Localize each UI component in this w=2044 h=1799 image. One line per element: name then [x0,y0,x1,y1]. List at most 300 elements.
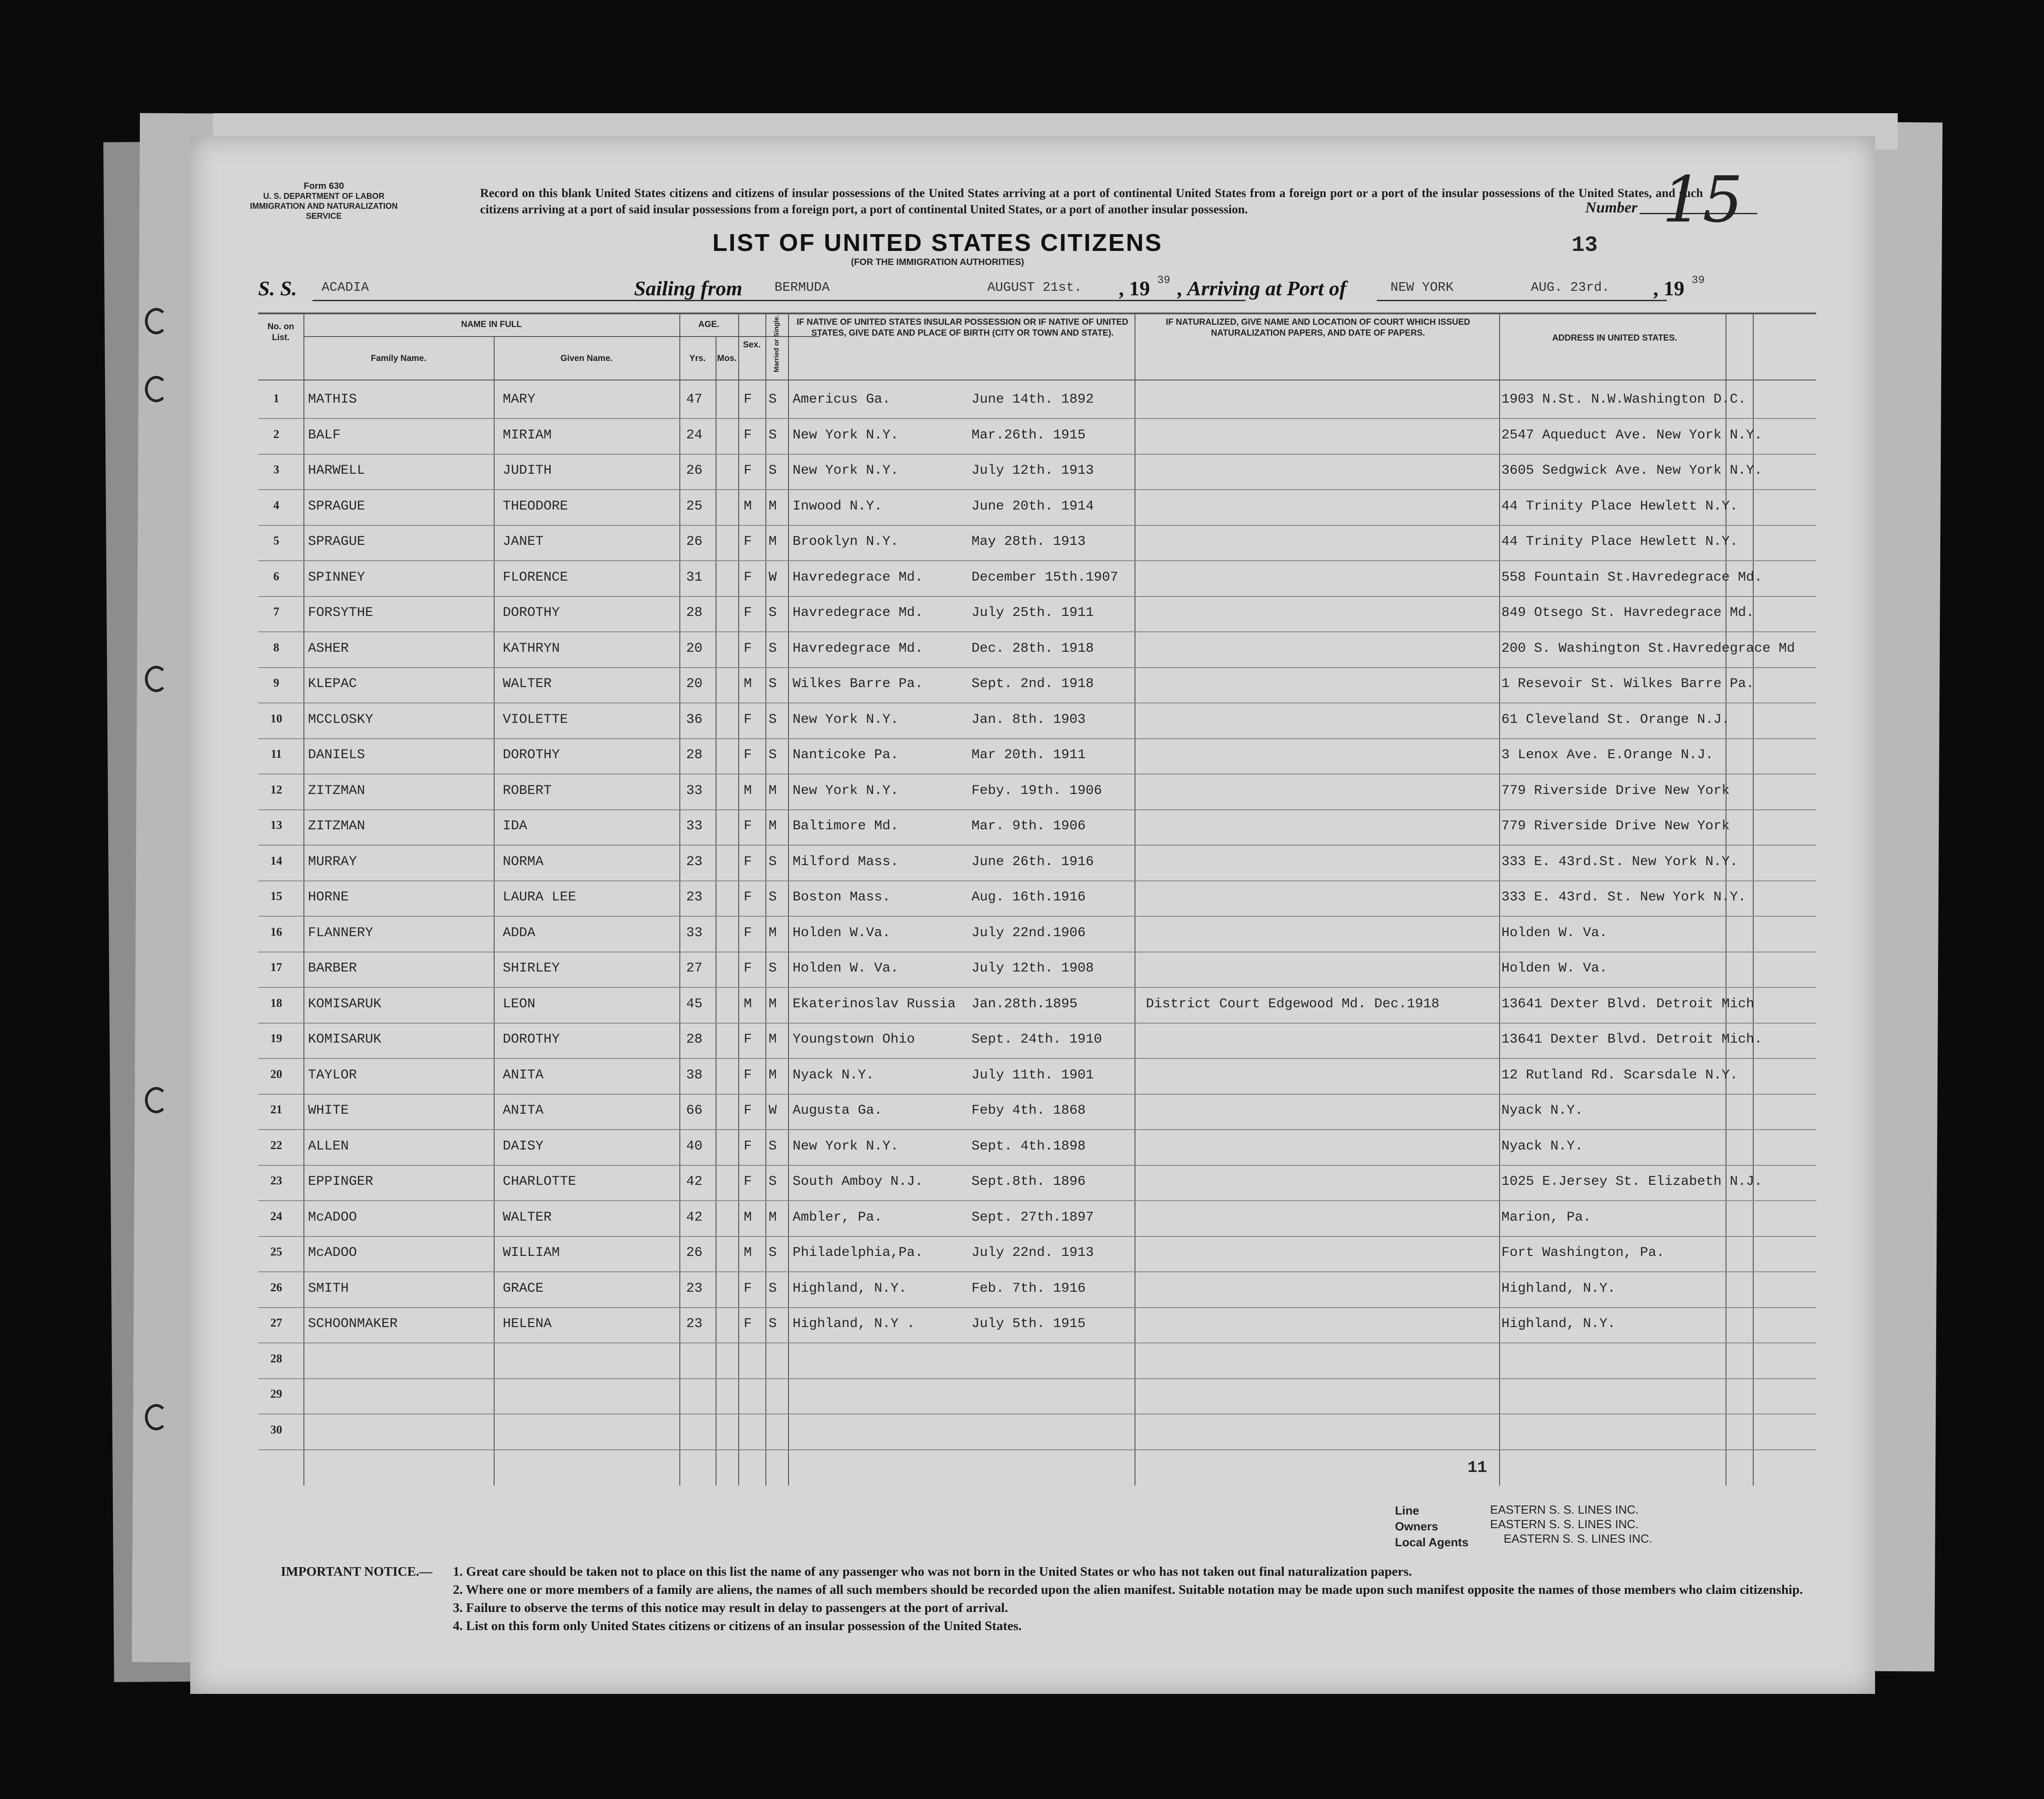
cell-given: CHARLOTTE [503,1174,577,1189]
cell-place: Holden W.Va. [793,925,891,941]
notice-item: 1. Great care should be taken not to place on this list the name of any passenger who was not born in the United States or who has not taken out final naturalization papers. [453,1564,1412,1579]
cell-given: DOROTHY [503,747,560,763]
cell-place: Americus Ga. [793,392,891,407]
cell-ms: S [769,427,777,443]
cell-age: 28 [686,605,703,621]
cell-family: SMITH [308,1280,349,1296]
cell-ms: S [769,961,777,976]
cell-family: SPINNEY [308,569,366,585]
cell-place: Havredegrace Md. [793,640,923,656]
important-notice [281,1563,1821,1635]
cell-age: 40 [686,1138,703,1154]
cell-no: 17 [270,961,282,974]
cell-given: LAURA LEE [503,890,577,905]
header-sex: Sex. [743,340,761,350]
cell-place: Havredegrace Md. [793,569,923,585]
cell-age: 28 [686,747,703,763]
page-title: LIST OF UNITED STATES CITIZENS [712,229,1163,256]
cell-no: 6 [273,569,279,583]
header-age: AGE. [698,320,720,329]
header-name-in-full: NAME IN FULL [461,320,522,329]
cell-sex: F [744,463,752,478]
row-rule [258,596,1816,597]
cell-ms: S [769,890,777,905]
ship-underline [313,300,779,301]
row-rule [258,1378,1816,1379]
header-mos: Mos. [717,354,737,363]
page-total: 11 [1467,1458,1487,1477]
cell-ms: M [769,498,777,514]
cell-no: 11 [270,747,282,760]
cell-place: Milford Mass. [793,854,899,870]
cell-ms: S [769,640,777,656]
cell-family: BARBER [308,961,357,976]
cell-no: 28 [270,1352,282,1365]
cell-place: Philadelphia,Pa. [793,1245,923,1260]
cell-place: Highland, N.Y. [793,1280,907,1296]
cell-age: 33 [686,783,703,798]
table-rows [258,313,1816,1486]
cell-date: July 12th. 1908 [972,961,1094,976]
cell-age: 38 [686,1067,703,1083]
notice-item: 3. Failure to observe the terms of this notice may result in delay to passengers at the port of arrival. [453,1601,1008,1615]
cell-given: FLORENCE [503,569,568,585]
cell-sex: M [744,783,752,798]
row-rule [258,738,1816,739]
cell-age: 27 [686,961,703,976]
year-prefix-1: , 19 [1119,277,1150,300]
row-rule [258,1023,1816,1024]
cell-place: Havredegrace Md. [793,605,923,621]
row-rule [258,418,1816,419]
cell-ms: S [769,463,777,478]
cell-ms: S [769,1245,777,1260]
sailing-year: 39 [1157,274,1170,287]
cell-family: ALLEN [308,1138,349,1154]
cell-family: TAYLOR [308,1067,357,1083]
cell-no: 15 [270,890,282,903]
row-rule [258,560,1816,561]
cell-age: 47 [686,392,703,407]
cell-date: Dec. 28th. 1918 [972,640,1094,656]
cell-family: SPRAGUE [308,498,366,514]
cell-family: ASHER [308,640,349,656]
cell-family: KLEPAC [308,676,357,692]
cell-sex: F [744,854,752,870]
cell-place: New York N.Y. [793,1138,899,1154]
cell-sex: M [744,676,752,692]
binder-hole [145,376,168,402]
row-rule [258,1236,1816,1237]
header-married-single: Married or Single. [773,315,780,372]
cell-addr: 44 Trinity Place Hewlett N.Y. [1501,534,1738,549]
cell-age: 25 [686,498,703,514]
cell-addr: 1025 E.Jersey St. Elizabeth N.J. [1501,1174,1763,1189]
cell-age: 24 [686,427,703,443]
cell-given: HELENA [503,1316,552,1332]
cell-date: Mar 20th. 1911 [972,747,1086,763]
cell-age: 23 [686,854,703,870]
cell-sex: F [744,747,752,763]
cell-family: KOMISARUK [308,996,382,1012]
cell-given: ROBERT [503,783,552,798]
cell-sex: F [744,1032,752,1047]
binder-hole [145,1404,168,1430]
cell-given: DAISY [503,1138,544,1154]
cell-place: Boston Mass. [793,890,891,905]
header-family-name: Family Name. [370,354,427,363]
cell-date: May 28th. 1913 [972,534,1086,549]
cell-age: 23 [686,1280,703,1296]
cell-addr: 2547 Aqueduct Ave. New York N.Y. [1501,427,1763,443]
cell-date: Aug. 16th.1916 [972,890,1086,905]
cell-given: LEON [503,996,536,1012]
page-subtitle: (FOR THE IMMIGRATION AUTHORITIES) [851,257,1024,267]
cell-no: 30 [270,1423,282,1436]
cell-age: 33 [686,818,703,834]
cell-place: New York N.Y. [793,427,899,443]
notice-item: 4. List on this form only United States citizens or citizens of an insular possession of the United States. [453,1619,1022,1633]
cell-addr: Highland, N.Y. [1501,1280,1616,1296]
binder-hole [145,666,168,692]
cell-sex: F [744,925,752,941]
cell-date: Jan.28th.1895 [972,996,1078,1012]
cell-addr: 200 S. Washington St.Havredegrace Md [1501,640,1795,656]
cell-place: Youngstown Ohio [793,1032,915,1047]
cell-family: SPRAGUE [308,534,366,549]
cell-family: ZITZMAN [308,783,366,798]
cell-place: Holden W. Va. [793,961,899,976]
header-address: ADDRESS IN UNITED STATES. [1552,333,1677,343]
agents-label: Local Agents [1395,1535,1469,1549]
cell-addr: Holden W. Va. [1501,925,1608,941]
cell-no: 18 [270,996,282,1010]
row-rule [258,1165,1816,1166]
cell-age: 26 [686,534,703,549]
cell-date: Sept. 27th.1897 [972,1209,1094,1225]
cell-sex: F [744,640,752,656]
cell-no: 27 [270,1316,282,1329]
cell-given: DOROTHY [503,605,560,621]
cell-ms: S [769,392,777,407]
cell-no: 1 [273,392,279,405]
row-rule [258,1200,1816,1201]
cell-given: MARY [503,392,536,407]
cell-sex: F [744,961,752,976]
year-prefix-2: , 19 [1653,277,1684,300]
cell-date: Feby 4th. 1868 [972,1103,1086,1118]
cell-place: Nanticoke Pa. [793,747,899,763]
cell-no: 3 [273,463,279,476]
agents-value: EASTERN S. S. LINES INC. [1504,1532,1652,1545]
department: U. S. DEPARTMENT OF LABOR [263,192,385,201]
cell-ms: M [769,1209,777,1225]
cell-ms: M [769,996,777,1012]
arrival-port: NEW YORK [1390,280,1454,295]
cell-family: FORSYTHE [308,605,374,621]
cell-ms: W [769,1103,777,1118]
sailing-from: BERMUDA [774,280,830,295]
cell-sex: M [744,996,752,1012]
cell-addr: 1 Resevoir St. Wilkes Barre Pa. [1501,676,1755,692]
cell-sex: M [744,1245,752,1260]
arrival-year: 39 [1692,274,1705,287]
passenger-table [258,313,1816,1486]
row-rule [258,1449,1816,1450]
cell-no: 14 [270,854,282,867]
cell-sex: F [744,605,752,621]
ship-label: S. S. [258,277,297,300]
cell-sex: F [744,534,752,549]
row-rule [258,916,1816,917]
cell-place: New York N.Y. [793,463,899,478]
cell-given: ANITA [503,1103,544,1118]
cell-no: 22 [270,1138,282,1152]
row-rule [258,525,1816,526]
cell-ms: M [769,534,777,549]
row-rule [258,631,1816,632]
cell-date: July 25th. 1911 [972,605,1094,621]
cell-date: June 20th. 1914 [972,498,1094,514]
cell-addr: 558 Fountain St.Havredegrace Md. [1501,569,1763,585]
cell-addr: 849 Otsego St. Havredegrace Md. [1501,605,1755,621]
cell-date: July 12th. 1913 [972,463,1094,478]
row-rule [258,880,1816,881]
cell-age: 28 [686,1032,703,1047]
cell-ms: S [769,854,777,870]
cell-family: WHITE [308,1103,349,1118]
row-rule [258,702,1816,703]
cell-date: December 15th.1907 [972,569,1119,585]
cell-sex: F [744,1174,752,1189]
row-rule [258,667,1816,668]
cell-sex: F [744,427,752,443]
stamped-number: 13 [1572,233,1598,258]
cell-sex: M [744,498,752,514]
cell-ms: S [769,676,777,692]
cell-place: Highland, N.Y . [793,1316,915,1332]
cell-no: 29 [270,1387,282,1400]
cell-date: July 22nd.1906 [972,925,1086,941]
row-rule [258,489,1816,490]
cell-given: ADDA [503,925,536,941]
header-birth: IF NATIVE OF UNITED STATES INSULAR POSSESSION OR IF NATIVE OF UNITED STATES, GIVE DATE AND PLACE OF BIRTH (CITY OR TOWN AND STATE). [796,317,1129,338]
line-value: EASTERN S. S. LINES INC. [1490,1503,1639,1516]
cell-family: FLANNERY [308,925,374,941]
owners-label: Owners [1395,1520,1438,1533]
cell-addr: Nyack N.Y. [1501,1103,1583,1118]
cell-age: 31 [686,569,703,585]
cell-date: June 14th. 1892 [972,392,1094,407]
cell-sex: F [744,1280,752,1296]
cell-sex: F [744,712,752,727]
service: IMMIGRATION AND NATURALIZATION SERVICE [250,202,398,221]
cell-age: 26 [686,1245,703,1260]
row-rule [258,1342,1816,1343]
arrival-date: AUG. 23rd. [1531,280,1610,295]
cell-date: Sept. 2nd. 1918 [972,676,1094,692]
cell-addr: 779 Riverside Drive New York [1501,783,1730,798]
cell-no: 23 [270,1174,282,1187]
cell-no: 26 [270,1280,282,1294]
cell-place: Inwood N.Y. [793,498,883,514]
row-rule [258,1271,1816,1272]
row-rule [258,1094,1816,1095]
cell-date: June 26th. 1916 [972,854,1094,870]
cell-family: McADOO [308,1209,357,1225]
cell-addr: Holden W. Va. [1501,961,1608,976]
cell-family: MURRAY [308,854,357,870]
cell-no: 9 [273,676,279,689]
binder-hole [145,308,168,334]
notice-heading: IMPORTANT NOTICE.— [281,1564,433,1579]
row-rule [258,845,1816,846]
cell-given: GRACE [503,1280,544,1296]
cell-no: 4 [273,498,279,512]
cell-date: Feby. 19th. 1906 [972,783,1102,798]
cell-nat: District Court Edgewood Md. Dec.1918 [1146,996,1440,1012]
cell-ms: M [769,783,777,798]
cell-given: DOROTHY [503,1032,560,1047]
cell-place: New York N.Y. [793,712,899,727]
cell-place: Nyack N.Y. [793,1067,875,1083]
cell-date: July 11th. 1901 [972,1067,1094,1083]
cell-given: VIOLETTE [503,712,568,727]
cell-place: Baltimore Md. [793,818,899,834]
cell-age: 33 [686,925,703,941]
cell-sex: F [744,1138,752,1154]
cell-ms: S [769,1280,777,1296]
cell-sex: F [744,1316,752,1332]
notice-item: 2. Where one or more members of a family are aliens, the names of all such members should be recorded upon the alien manifest. Suitable notation may be made upon such manifest opposite the names of those members who claim citizenship. [453,1583,1803,1597]
cell-no: 19 [270,1032,282,1045]
cell-sex: F [744,818,752,834]
cell-date: Jan. 8th. 1903 [972,712,1086,727]
cell-date: Sept. 24th. 1910 [972,1032,1102,1047]
sailing-underline [770,300,1246,301]
cell-family: MATHIS [308,392,357,407]
cell-family: KOMISARUK [308,1032,382,1047]
cell-addr: 13641 Dexter Blvd. Detroit Mich [1501,996,1755,1012]
ship-name: ACADIA [322,280,369,295]
cell-family: SCHOONMAKER [308,1316,398,1332]
cell-family: HORNE [308,890,349,905]
cell-no: 10 [270,712,282,725]
cell-date: July 22nd. 1913 [972,1245,1094,1260]
cell-addr: 61 Cleveland St. Orange N.J. [1501,712,1730,727]
cell-no: 24 [270,1209,282,1223]
row-rule [258,1058,1816,1059]
cell-age: 42 [686,1209,703,1225]
sheet-number: 15 [1662,163,1743,237]
cell-given: ANITA [503,1067,544,1083]
cell-addr: Marion, Pa. [1501,1209,1592,1225]
cell-given: WALTER [503,1209,552,1225]
header-yrs: Yrs. [689,354,706,363]
cell-date: Feb. 7th. 1916 [972,1280,1086,1296]
cell-family: McADOO [308,1245,357,1260]
binder-hole [145,1087,168,1113]
cell-addr: 12 Rutland Rd. Scarsdale N.Y. [1501,1067,1738,1083]
header-no: No. on List. [267,322,294,342]
cell-place: Ambler, Pa. [793,1209,883,1225]
cell-addr: 333 E. 43rd. St. New York N.Y. [1501,890,1746,905]
cell-family: EPPINGER [308,1174,374,1189]
cell-given: KATHRYN [503,640,560,656]
cell-given: NORMA [503,854,544,870]
cell-date: Mar. 9th. 1906 [972,818,1086,834]
cell-addr: 333 E. 43rd.St. New York N.Y. [1501,854,1738,870]
cell-ms: M [769,925,777,941]
cell-ms: S [769,1138,777,1154]
cell-place: Wilkes Barre Pa. [793,676,923,692]
cell-given: SHIRLEY [503,961,560,976]
cell-no: 8 [273,640,279,654]
cell-given: WALTER [503,676,552,692]
cell-age: 36 [686,712,703,727]
cell-sex: F [744,569,752,585]
row-rule [258,987,1816,988]
cell-no: 2 [273,427,279,441]
sailing-label: Sailing from [634,277,743,300]
cell-ms: M [769,1067,777,1083]
sailing-date: AUGUST 21st. [987,280,1082,295]
cell-date: Sept.8th. 1896 [972,1174,1086,1189]
cell-ms: M [769,1032,777,1047]
cell-date: July 5th. 1915 [972,1316,1086,1332]
cell-age: 42 [686,1174,703,1189]
cell-place: South Amboy N.J. [793,1174,923,1189]
cell-age: 26 [686,463,703,478]
owners-value: EASTERN S. S. LINES INC. [1490,1517,1639,1531]
cell-given: JANET [503,534,544,549]
cell-given: THEODORE [503,498,568,514]
cell-family: ZITZMAN [308,818,366,834]
cell-no: 25 [270,1245,282,1258]
cell-age: 20 [686,676,703,692]
cell-addr: 13641 Dexter Blvd. Detroit Mich. [1501,1032,1763,1047]
line-label: Line [1395,1504,1419,1517]
cell-addr: Nyack N.Y. [1501,1138,1583,1154]
cell-date: Sept. 4th.1898 [972,1138,1086,1154]
cell-no: 5 [273,534,279,547]
cell-place: Brooklyn N.Y. [793,534,899,549]
header-naturalized: IF NATURALIZED, GIVE NAME AND LOCATION OF COURT WHICH ISSUED NATURALIZATION PAPERS, AND DATE OF PAPERS. [1165,317,1470,338]
cell-ms: W [769,569,777,585]
arriving-label: , Arriving at Port of [1178,277,1347,300]
row-rule [258,809,1816,810]
cell-addr: Fort Washington, Pa. [1501,1245,1665,1260]
cell-ms: M [769,818,777,834]
cell-place: Ekaterinoslav Russia [793,996,956,1012]
cell-sex: M [744,1209,752,1225]
cell-given: WILLIAM [503,1245,560,1260]
cell-age: 20 [686,640,703,656]
cell-family: BALF [308,427,341,443]
form-number: Form 630 [303,181,344,191]
cell-no: 7 [273,605,279,618]
cell-sex: F [744,1067,752,1083]
cell-no: 12 [270,783,282,796]
cell-place: Augusta Ga. [793,1103,883,1118]
cell-addr: 3605 Sedgwick Ave. New York N.Y. [1501,463,1763,478]
cell-addr: 1903 N.St. N.W.Washington D.C. [1501,392,1746,407]
manifest-page [190,136,1875,1694]
form-instruction: Record on this blank United States citizens and citizens of insular possessions of the United States arriving at a port of continental United States from a foreign port or a port of the insular possessions of the United States, and such citizens arriving at a port of said insular possessions from a foreign port, a port of continental United States, or a port of another insular possession. [480,186,1703,216]
cell-given: MIRIAM [503,427,552,443]
cell-sex: F [744,1103,752,1118]
cell-ms: S [769,747,777,763]
